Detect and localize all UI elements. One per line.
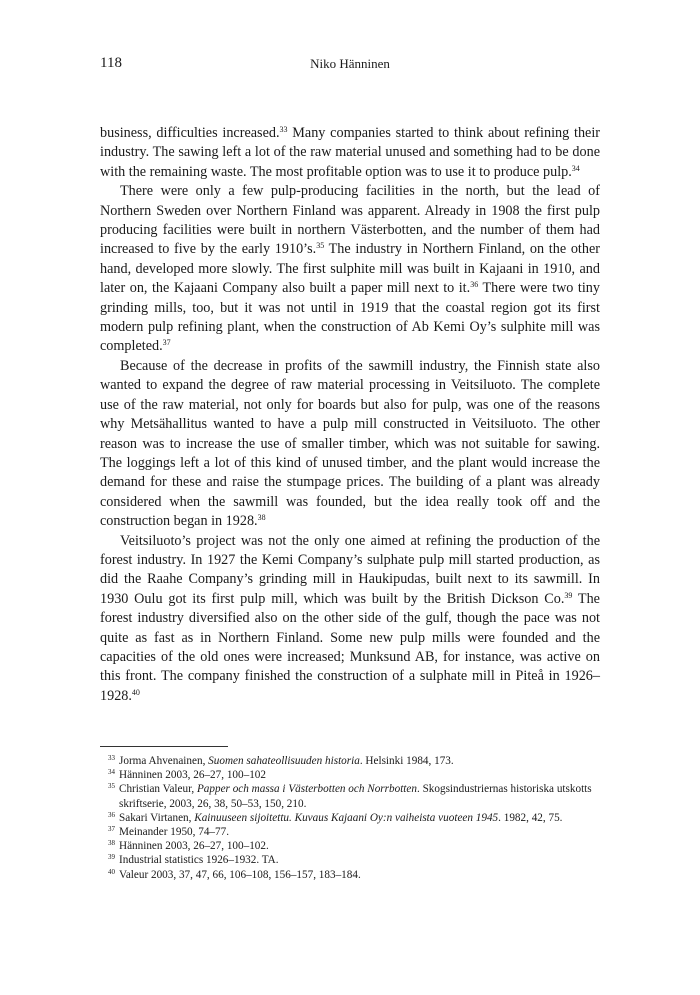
paragraph bbox=[100, 357, 600, 532]
paragraph-text: Because of the decrease in profits of the sawmill industry, the Finnish state also wanted to expand the degree of raw material processing in Veitsiluoto. The complete use of the raw material, not only for boards but also for pulp, was one of the reasons why Metsähallitus wanted to have a pulp mill constructed in Veitsiluoto. The other reason was to increase the use of smaller timber, which was not suitable for sawing. The loggings left a lot of this kind of unused timber, and the plant would increase the demand for these and raise the stumpage prices. The building of a plant was already considered when the sawmill was founded, but the idea really took off and the construction began in 1928. bbox=[100, 357, 600, 530]
running-head: Niko Hänninen bbox=[310, 56, 390, 71]
paragraph-text: There were two tiny grinding mills, too, but it was not until in 1919 that the coastal region got its first modern pulp refining plant, when the construction of Ab Kemi Oy’s sulphite mill was completed. bbox=[100, 280, 600, 355]
footnote-number: 35 bbox=[108, 782, 115, 791]
footnote-text bbox=[119, 869, 361, 881]
paragraph-text: The industry in Northern Finland, on the other hand, developed more slowly. The first sulphite mill was built in Kajaani in 1910, and later on, the Kajaani Company also built a paper mill next to it. bbox=[100, 241, 600, 297]
footnote-title: Suomen sahateollisuuden historia bbox=[208, 755, 360, 767]
footnote-number: 34 bbox=[108, 768, 115, 777]
footnote-reference: 37 bbox=[162, 338, 171, 348]
paragraph-text: There were only a few pulp-producing facilities in the north, but the lead of Northern Sweden over Northern Finland was apparent. Already in 1908 the first pulp producing facilities were built in northern Västerbotten, and the number of them had increased to five by the early 1910’s. bbox=[100, 183, 600, 258]
footnote-text-part: Christian Valeur, bbox=[119, 783, 197, 796]
footnote-number: 33 bbox=[108, 754, 115, 762]
footnote bbox=[100, 853, 600, 867]
footnote-reference: 35 bbox=[316, 241, 325, 251]
footnote-reference: 40 bbox=[131, 687, 140, 697]
footnote-text-part: Industrial statistics 1926–1932. TA. bbox=[119, 854, 279, 867]
footnote-number: 39 bbox=[108, 853, 115, 862]
footnote-text-part: Valeur 2003, 37, 47, 66, 106–108, 156–157, 183–184. bbox=[119, 868, 361, 881]
footnote-number: 40 bbox=[108, 867, 115, 876]
footnote-text bbox=[119, 783, 592, 809]
footnote-divider bbox=[100, 746, 228, 747]
footnote-title: Kainuuseen sijoitettu. Kuvaus Kajaani Oy:n vaiheista vuoteen 1945 bbox=[194, 811, 499, 824]
footnote bbox=[100, 868, 600, 882]
paragraph bbox=[100, 124, 600, 182]
footnote-reference: 33 bbox=[279, 125, 288, 134]
footnote-text bbox=[119, 840, 269, 852]
footnote-title: Papper och massa i Västerbotten och Norrbotten bbox=[196, 783, 417, 796]
page-number: 118 bbox=[100, 55, 122, 71]
footnote bbox=[100, 825, 600, 839]
paragraph-text: Veitsiluoto’s project was not the only one aimed at refining the production of the forest industry. In 1927 the Kemi Company’s sulphate pulp mill started production, as did the Raahe Company’s grinding mill in Haukipudas, built next to its sawmill. In 1930 Oulu got its first pulp mill, which was built by the British Dickson Co. bbox=[100, 532, 600, 607]
footnote-text bbox=[119, 812, 562, 824]
footnote-text bbox=[119, 769, 266, 781]
footnote-text bbox=[119, 826, 229, 838]
paragraph-text: business, difficulties increased. bbox=[100, 125, 280, 141]
footnote-text-part: Jorma Ahvenainen, bbox=[119, 755, 209, 767]
footnote-text bbox=[119, 755, 454, 767]
footnote-number: 38 bbox=[108, 839, 115, 848]
paragraph bbox=[100, 532, 600, 707]
footnote-text-part: Hänninen 2003, 26–27, 100–102. bbox=[119, 840, 269, 853]
footnote bbox=[100, 754, 600, 768]
footnote-text-part: . 1982, 42, 75. bbox=[498, 811, 563, 824]
footnote-text-part: . Skogsindustriernas historiska utskotts skriftserie, 2003, 26, 38, 50–53, 150, 210. bbox=[119, 783, 592, 810]
paragraph-text: The forest industry diversified also on the other side of the gulf, though the pace was not quite as fast as in Northern Finland. Some new pulp mills were founded and the capacities of the old ones were increased; Munksund AB, for instance, was active on this front. The company finished the construction of a sulphate mill in Piteå in 1926–1928. bbox=[100, 590, 600, 704]
footnote bbox=[100, 839, 600, 853]
footnote bbox=[100, 782, 600, 810]
footnote bbox=[100, 768, 600, 782]
paragraph-text: Many companies started to think about refining their industry. The sawing left a lot of the raw material unused and something had to be done with the remaining waste. The most profitable option was to use it to produce pulp. bbox=[100, 125, 600, 180]
footnotes bbox=[100, 754, 600, 882]
footnote-text-part: Hänninen 2003, 26–27, 100–102 bbox=[119, 769, 266, 782]
paragraph bbox=[100, 182, 600, 357]
footnote-text-part: . Helsinki 1984, 173. bbox=[359, 755, 454, 767]
footnote-number: 37 bbox=[108, 825, 115, 834]
footnote-reference: 38 bbox=[257, 513, 266, 523]
footnote bbox=[100, 811, 600, 825]
page-header bbox=[100, 55, 600, 75]
footnote-text-part: Meinander 1950, 74–77. bbox=[119, 826, 229, 839]
footnote-text bbox=[119, 854, 279, 866]
footnote-reference: 34 bbox=[571, 163, 580, 173]
footnote-number: 36 bbox=[108, 810, 115, 819]
footnote-reference: 36 bbox=[470, 280, 479, 290]
footnote-reference: 39 bbox=[564, 590, 573, 600]
body-text bbox=[100, 124, 600, 706]
footnote-text-part: Sakari Virtanen, bbox=[119, 811, 195, 824]
